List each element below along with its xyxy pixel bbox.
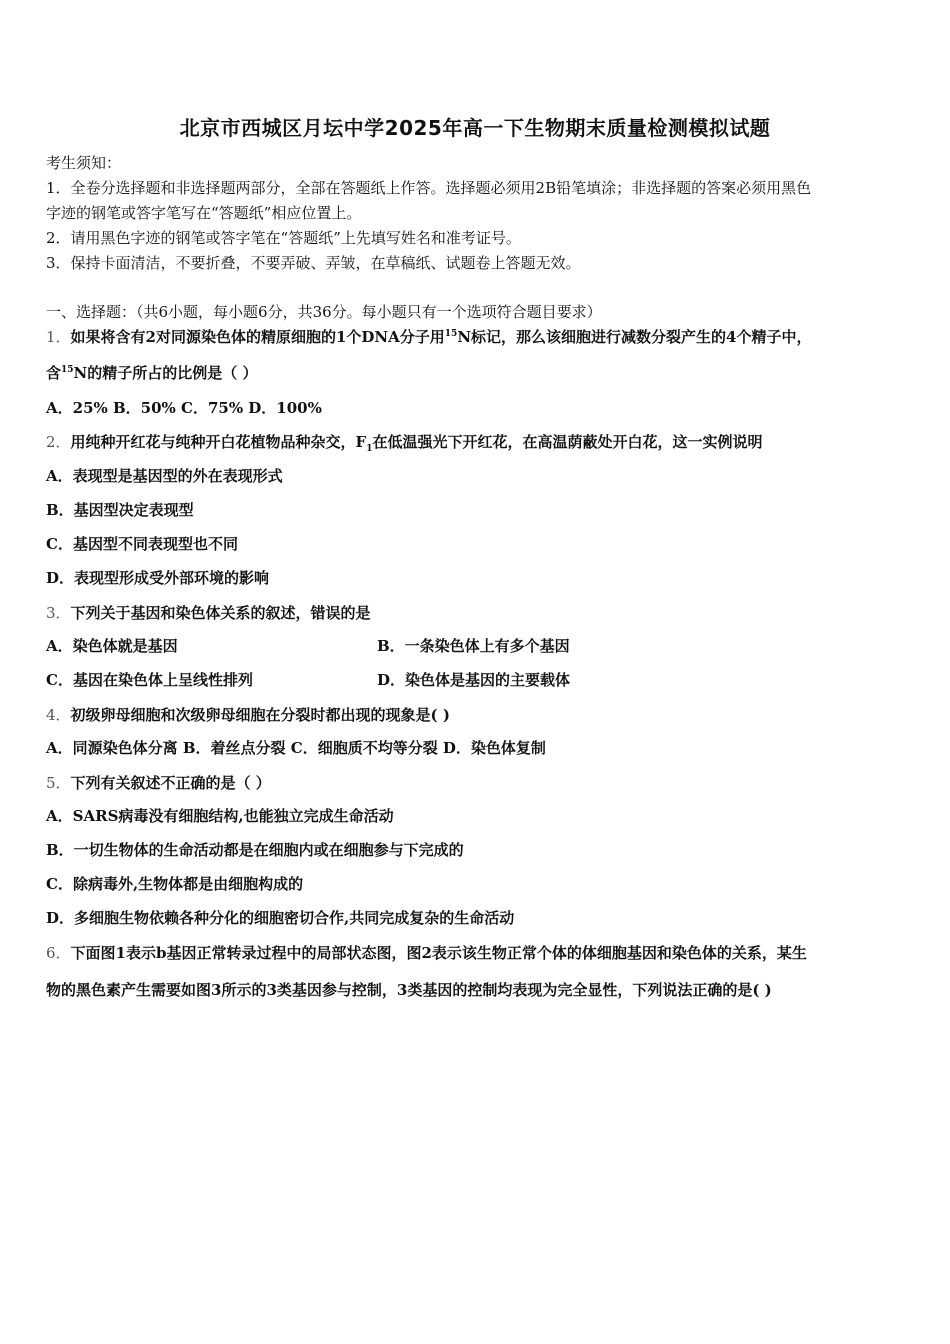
option: B．基因型决定表现型 — [46, 501, 194, 519]
subscript: 1 — [366, 444, 373, 454]
option: D．表现型形成受外部环境的影响 — [46, 569, 270, 587]
notice-item: 2．请用黑色字迹的钢笔或答字笔在“答题纸”上先填写姓名和准考证号。 — [46, 229, 521, 247]
option: D．染色体是基因的主要载体 — [377, 671, 571, 689]
option: C．基因在染色体上呈线性排列 — [46, 671, 253, 689]
notice-item: 字迹的钢笔或答字笔写在“答题纸”相应位置上。 — [46, 204, 362, 222]
superscript: 15 — [61, 365, 74, 375]
question-text: N标记，那么该细胞进行减数分裂产生的4个精子中， — [457, 328, 812, 346]
superscript: 15 — [444, 329, 458, 339]
question-number: 5． — [46, 774, 71, 792]
question-text: 初级卵母细胞和次级卵母细胞在分裂时都出现的现象是( ) — [70, 706, 450, 724]
notice-item: 1．全卷分选择题和非选择题两部分，全部在答题纸上作答。选择题必须用2B铅笔填涂；非选择题的答案必须用黑色 — [46, 179, 812, 197]
page-title: 北京市西城区月坛中学2025年高一下生物期末质量检测模拟试题 — [179, 116, 771, 140]
question-text: 含 — [46, 364, 62, 382]
question-1 — [46, 326, 811, 347]
question-1-line2 — [46, 362, 257, 383]
question-text: 下列关于基因和染色体关系的叙述，错误的是 — [70, 604, 371, 622]
option: C．基因型不同表现型也不同 — [46, 535, 238, 553]
option: A．表现型是基因型的外在表现形式 — [46, 467, 283, 485]
question-text: 下列有关叙述不正确的是（ ） — [70, 774, 271, 792]
question-text: 如果将含有2对同源染色体的精原细胞的1个DNA分子用 — [70, 328, 445, 346]
option: D．多细胞生物依赖各种分化的细胞密切合作,共同完成复杂的生命活动 — [46, 909, 515, 927]
option: B．一条染色体上有多个基因 — [377, 637, 570, 655]
notice-item: 3．保持卡面清洁，不要折叠，不要弄破、弄皱，在草稿纸、试题卷上答题无效。 — [46, 254, 581, 272]
question-text: 用纯种开红花与纯种开白花植物品种杂交，F — [70, 433, 367, 451]
question-number: 2． — [46, 433, 71, 451]
option: B．一切生物体的生命活动都是在细胞内或在细胞参与下完成的 — [46, 841, 464, 859]
option: A．染色体就是基因 — [46, 637, 178, 655]
question-number: 4． — [46, 706, 71, 724]
question-5 — [46, 772, 271, 793]
question-number: 1． — [46, 328, 71, 346]
question-3 — [46, 602, 371, 623]
question-number: 6． — [46, 944, 71, 962]
option: A．SARS病毒没有细胞结构,也能独立完成生命活动 — [46, 807, 394, 825]
notice-heading: 考生须知： — [46, 154, 122, 172]
question-4 — [46, 704, 450, 725]
section-header: 一、选择题：（共6小题，每小题6分，共36分。每小题只有一个选项符合题目要求） — [46, 303, 602, 321]
question-number: 3． — [46, 604, 71, 622]
question-text: 在低温强光下开红花，在高温荫蔽处开白花，这一实例说明 — [372, 433, 763, 451]
question-1-options: A．25% B．50% C．75% D．100% — [46, 399, 322, 417]
option: C．除病毒外,生物体都是由细胞构成的 — [46, 875, 304, 893]
question-text: N的精子所占的比例是（ ） — [73, 364, 258, 382]
question-6 — [46, 942, 807, 963]
question-2 — [46, 431, 762, 454]
question-6-line2: 物的黑色素产生需要如图3所示的3类基因参与控制，3类基因的控制均表现为完全显性，下列说法正确的是( ) — [46, 981, 772, 999]
question-4-options: A．同源染色体分离 B．着丝点分裂 C．细胞质不均等分裂 D．染色体复制 — [46, 739, 546, 757]
question-text: 下面图1表示b基因正常转录过程中的局部状态图，图2表示该生物正常个体的体细胞基因和染色体的关系，某生 — [70, 944, 807, 962]
